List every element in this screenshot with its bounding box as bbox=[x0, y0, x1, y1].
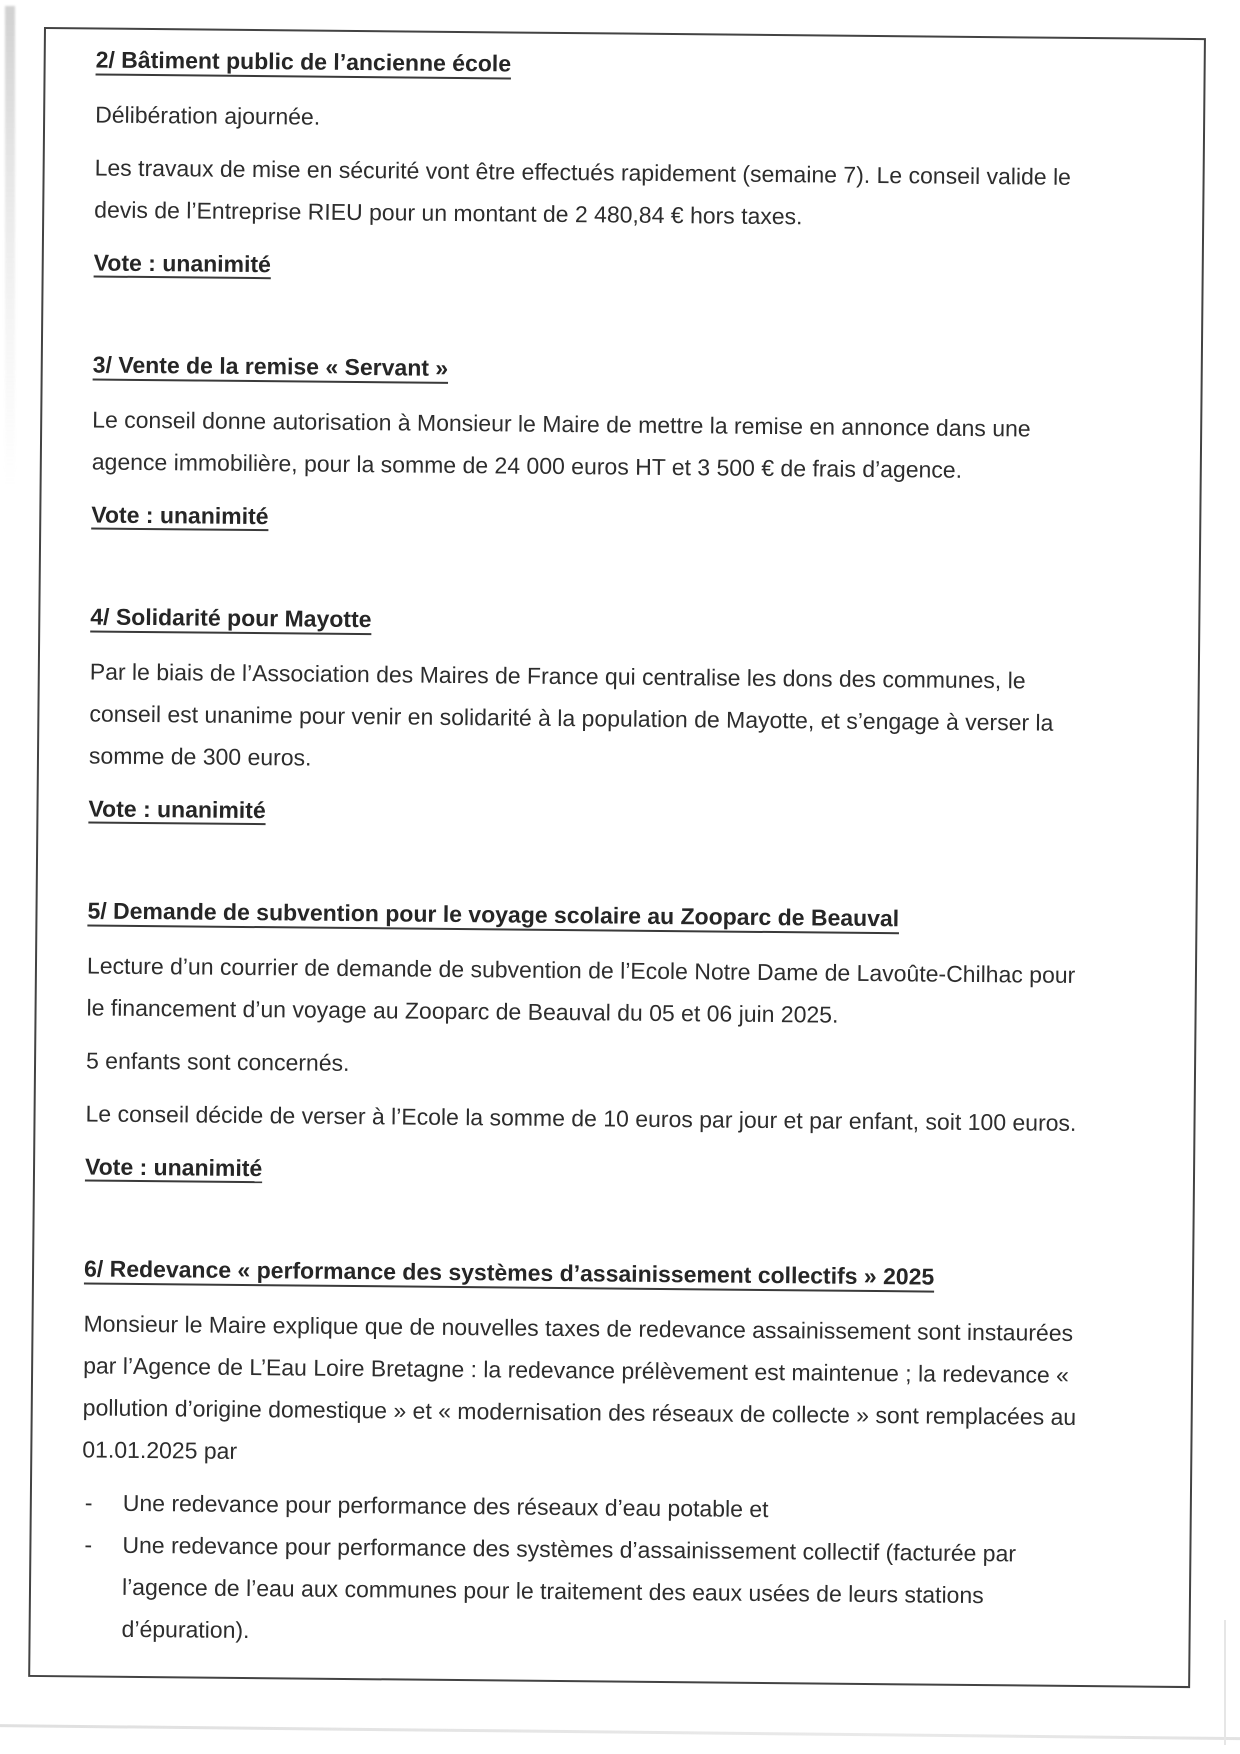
section-heading: 6/ Redevance « performance des systèmes d’assainissement collectifs » 2025 bbox=[83, 1255, 935, 1290]
paragraph: 5 enfants sont concernés. bbox=[85, 1047, 350, 1076]
vote-result: Vote : unanimité bbox=[84, 1153, 263, 1182]
section-batiment-ancienne-ecole bbox=[94, 38, 1108, 293]
bullet-text: Une redevance pour performance des systèmes d’assainissement collectif (facturée par l’agence de l’eau aux communes pour le traitement des eaux usées de leurs stations d’épuration). bbox=[121, 1531, 1017, 1644]
paragraph: Monsieur le Maire explique que de nouvelles taxes de redevance assainissement sont instaurées par l’Agence de L’Eau Loire Bretagne : la redevance prélèvement est maintenue ; la redevance « pollution d’origine domestique » et « modernisation des réseaux de collecte » sont remplacées au 01.01.2025 par bbox=[82, 1310, 1077, 1464]
vote-result: Vote : unanimité bbox=[88, 795, 266, 824]
vote-result: Vote : unanimité bbox=[93, 249, 272, 278]
section-subvention-voyage-zooparc bbox=[85, 889, 1100, 1197]
bullet-marker: - bbox=[84, 1489, 93, 1516]
section-solidarite-mayotte bbox=[88, 595, 1102, 839]
list-item bbox=[80, 1523, 1093, 1659]
bullet-list bbox=[80, 1481, 1094, 1659]
paper-edge-shadow bbox=[0, 1724, 1240, 1744]
paper-edge-artifact bbox=[1224, 1620, 1226, 1745]
section-heading: 3/ Vente de la remise « Servant » bbox=[92, 351, 449, 381]
section-vente-remise-servant bbox=[91, 343, 1105, 545]
paragraph: Le conseil donne autorisation à Monsieur le Maire de mettre la remise en annonce dans une agence immobilière, pour la somme de 24 000 euros HT et 3 500 € de frais d’agence. bbox=[91, 406, 1031, 483]
scan-streak-artifact bbox=[5, 6, 15, 486]
paragraph: Par le biais de l’Association des Maires de France qui centralise les dons des communes, le conseil est unanime pour venir en solidarité à la population de Mayotte, et s’engage à verser la somme de 300 euros. bbox=[88, 658, 1054, 771]
bullet-text: Une redevance pour performance des réseaux d’eau potable et bbox=[122, 1489, 769, 1523]
paragraph: Les travaux de mise en sécurité vont être effectués rapidement (semaine 7). Le conseil valide le devis de l’Entreprise RIEU pour un montant de 2 480,84 € hors taxes. bbox=[94, 154, 1072, 230]
page-border bbox=[28, 27, 1206, 1688]
section-redevance-assainissement bbox=[80, 1247, 1096, 1659]
paragraph: Délibération ajournée. bbox=[95, 101, 321, 130]
vote-result: Vote : unanimité bbox=[91, 501, 269, 530]
document-body bbox=[80, 38, 1107, 1659]
paragraph: Le conseil décide de verser à l’Ecole la somme de 10 euros par jour et par enfant, soit 100 euros. bbox=[85, 1100, 1077, 1136]
paragraph: Lecture d’un courrier de demande de subvention de l’Ecole Notre Dame de Lavoûte-Chilhac pour le financement d’un voyage au Zooparc de Beauval du 05 et 06 juin 2025. bbox=[86, 952, 1076, 1028]
section-heading: 2/ Bâtiment public de l’ancienne école bbox=[95, 46, 512, 77]
bullet-marker: - bbox=[84, 1531, 93, 1558]
section-heading: 4/ Solidarité pour Mayotte bbox=[90, 603, 372, 633]
section-heading: 5/ Demande de subvention pour le voyage scolaire au Zooparc de Beauval bbox=[87, 897, 900, 932]
